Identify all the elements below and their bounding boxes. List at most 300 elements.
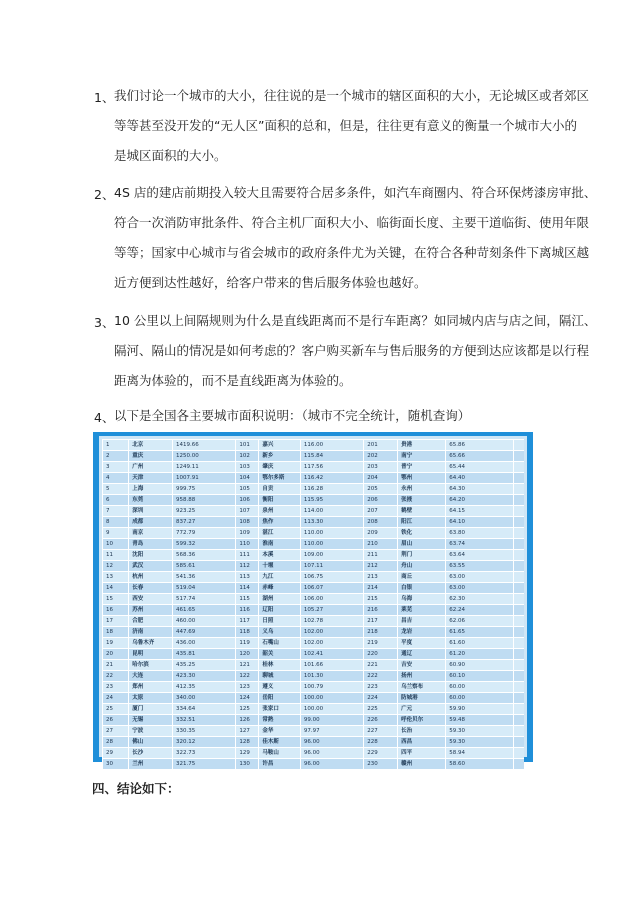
area-cell: 114.00 xyxy=(300,506,363,516)
table-row xyxy=(102,736,524,747)
city-cell: 遵义 xyxy=(258,682,300,692)
city-cell: 张家口 xyxy=(258,704,300,714)
area-cell: 60.10 xyxy=(445,671,513,681)
rank-cell: 222 xyxy=(363,671,397,681)
rank-cell: 122 xyxy=(235,671,258,681)
area-cell: 60.00 xyxy=(445,693,513,703)
rank-cell: 101 xyxy=(235,440,258,450)
table-row xyxy=(102,571,524,582)
rank-cell: 5 xyxy=(102,484,128,494)
area-cell: 461.65 xyxy=(172,605,235,615)
area-cell: 60.00 xyxy=(445,682,513,692)
rank-cell: 218 xyxy=(363,627,397,637)
table-row xyxy=(102,648,524,659)
area-cell: 64.15 xyxy=(445,506,513,516)
city-cell: 北京 xyxy=(128,440,172,450)
area-cell: 64.20 xyxy=(445,495,513,505)
city-cell: 西昌 xyxy=(397,737,445,747)
rank-cell: 226 xyxy=(363,715,397,725)
table-row xyxy=(102,637,524,648)
rank-cell: 2 xyxy=(102,451,128,461)
area-cell: 958.88 xyxy=(172,495,235,505)
area-cell: 1250.00 xyxy=(172,451,235,461)
area-cell: 63.74 xyxy=(445,539,513,549)
table-row xyxy=(102,505,524,516)
rank-cell: 105 xyxy=(235,484,258,494)
city-cell: 赣州 xyxy=(397,759,445,769)
area-cell: 61.60 xyxy=(445,638,513,648)
city-cell: 贵港 xyxy=(397,440,445,450)
city-cell: 乌兰察布 xyxy=(397,682,445,692)
paragraph-line: 距离为体验的，而不是直线距离为体验的。 xyxy=(114,373,352,388)
rank-cell: 7 xyxy=(102,506,128,516)
city-cell: 长沙 xyxy=(128,748,172,758)
area-cell: 1249.11 xyxy=(172,462,235,472)
area-cell: 63.00 xyxy=(445,572,513,582)
area-cell: 63.00 xyxy=(445,583,513,593)
table-edge xyxy=(513,726,524,736)
area-cell: 1007.91 xyxy=(172,473,235,483)
table-edge xyxy=(513,704,524,714)
table-row xyxy=(102,494,524,505)
table-row xyxy=(102,538,524,549)
city-cell: 合肥 xyxy=(128,616,172,626)
rank-cell: 119 xyxy=(235,638,258,648)
rank-cell: 220 xyxy=(363,649,397,659)
item-number: 3、 xyxy=(94,315,115,330)
city-cell: 鄂尔多斯 xyxy=(258,473,300,483)
city-cell: 赤峰 xyxy=(258,583,300,593)
rank-cell: 228 xyxy=(363,737,397,747)
city-cell: 湖州 xyxy=(258,594,300,604)
city-cell: 长治 xyxy=(397,726,445,736)
table-row xyxy=(102,725,524,736)
area-cell: 96.00 xyxy=(300,737,363,747)
table-edge xyxy=(513,484,524,494)
table-edge xyxy=(513,649,524,659)
table-row xyxy=(102,659,524,670)
rank-cell: 24 xyxy=(102,693,128,703)
rank-cell: 219 xyxy=(363,638,397,648)
table-edge xyxy=(513,506,524,516)
table-edge xyxy=(513,737,524,747)
paragraph-line: 隔河、隔山的情况是如何考虑的？客户购买新车与售后服务的方便到达应该都是以行程 xyxy=(114,343,590,358)
rank-cell: 4 xyxy=(102,473,128,483)
city-cell: 金华 xyxy=(258,726,300,736)
area-cell: 322.73 xyxy=(172,748,235,758)
city-cell: 兰州 xyxy=(128,759,172,769)
rank-cell: 12 xyxy=(102,561,128,571)
rank-cell: 3 xyxy=(102,462,128,472)
table-edge xyxy=(513,682,524,692)
table-row xyxy=(102,560,524,571)
area-cell: 115.84 xyxy=(300,451,363,461)
area-cell: 115.95 xyxy=(300,495,363,505)
rank-cell: 15 xyxy=(102,594,128,604)
city-cell: 舟山 xyxy=(397,561,445,571)
area-cell: 64.10 xyxy=(445,517,513,527)
city-cell: 淮南 xyxy=(258,539,300,549)
rank-cell: 210 xyxy=(363,539,397,549)
table-edge xyxy=(513,440,524,450)
table-row xyxy=(102,670,524,681)
table-edge xyxy=(513,473,524,483)
rank-cell: 201 xyxy=(363,440,397,450)
rank-cell: 14 xyxy=(102,583,128,593)
rank-cell: 202 xyxy=(363,451,397,461)
rank-cell: 208 xyxy=(363,517,397,527)
area-cell: 62.30 xyxy=(445,594,513,604)
area-cell: 100.00 xyxy=(300,704,363,714)
area-cell: 59.90 xyxy=(445,704,513,714)
table-edge xyxy=(513,583,524,593)
area-cell: 447.69 xyxy=(172,627,235,637)
city-cell: 眉山 xyxy=(397,539,445,549)
area-cell: 519.04 xyxy=(172,583,235,593)
rank-cell: 121 xyxy=(235,660,258,670)
city-cell: 九江 xyxy=(258,572,300,582)
city-cell: 鄂州 xyxy=(397,473,445,483)
paragraph-line: 以下是全国各主要城市面积说明：（城市不完全统计，随机查询） xyxy=(114,408,471,423)
table-edge xyxy=(513,495,524,505)
rank-cell: 129 xyxy=(235,748,258,758)
city-cell: 聊城 xyxy=(258,671,300,681)
rank-cell: 19 xyxy=(102,638,128,648)
city-cell: 永州 xyxy=(397,484,445,494)
area-cell: 772.79 xyxy=(172,528,235,538)
area-cell: 60.90 xyxy=(445,660,513,670)
city-cell: 张掖 xyxy=(397,495,445,505)
area-cell: 65.86 xyxy=(445,440,513,450)
paragraph-line: 等等甚至没开发的“无人区”面积的总和，但是，往往更有意义的衡量一个城市大小的 xyxy=(114,118,577,133)
city-cell: 杭州 xyxy=(128,572,172,582)
paragraph-line: 符合一次消防审批条件、符合主机厂面积大小、临街面长度、主要干道临街、使用年限 xyxy=(114,215,590,230)
city-cell: 广州 xyxy=(128,462,172,472)
area-cell: 101.30 xyxy=(300,671,363,681)
table-row xyxy=(102,450,524,461)
area-cell: 102.00 xyxy=(300,627,363,637)
city-cell: 重庆 xyxy=(128,451,172,461)
area-cell: 110.00 xyxy=(300,539,363,549)
area-cell: 340.00 xyxy=(172,693,235,703)
rank-cell: 126 xyxy=(235,715,258,725)
table-row xyxy=(102,516,524,527)
rank-cell: 114 xyxy=(235,583,258,593)
area-cell: 113.30 xyxy=(300,517,363,527)
area-cell: 102.41 xyxy=(300,649,363,659)
city-cell: 昌吉 xyxy=(397,616,445,626)
city-cell: 四平 xyxy=(397,748,445,758)
rank-cell: 28 xyxy=(102,737,128,747)
rank-cell: 217 xyxy=(363,616,397,626)
paragraph-line: 近方便到达性越好，给客户带来的售后服务体验也越好。 xyxy=(114,275,427,290)
table-edge xyxy=(513,693,524,703)
rank-cell: 224 xyxy=(363,693,397,703)
city-cell: 泉州 xyxy=(258,506,300,516)
area-cell: 59.30 xyxy=(445,737,513,747)
city-cell: 厦门 xyxy=(128,704,172,714)
rank-cell: 203 xyxy=(363,462,397,472)
area-cell: 65.66 xyxy=(445,451,513,461)
area-cell: 541.36 xyxy=(172,572,235,582)
area-cell: 100.79 xyxy=(300,682,363,692)
city-area-table-image xyxy=(93,432,533,767)
table-edge xyxy=(513,550,524,560)
area-cell: 62.24 xyxy=(445,605,513,615)
rank-cell: 205 xyxy=(363,484,397,494)
table-row xyxy=(102,549,524,560)
city-cell: 荆门 xyxy=(397,550,445,560)
rank-cell: 9 xyxy=(102,528,128,538)
area-cell: 423.30 xyxy=(172,671,235,681)
area-cell: 107.11 xyxy=(300,561,363,571)
area-cell: 61.65 xyxy=(445,627,513,637)
city-cell: 乌海 xyxy=(397,594,445,604)
table-row xyxy=(102,439,524,450)
table-row xyxy=(102,604,524,615)
area-cell: 63.55 xyxy=(445,561,513,571)
table-edge xyxy=(513,572,524,582)
area-cell: 63.64 xyxy=(445,550,513,560)
rank-cell: 207 xyxy=(363,506,397,516)
area-cell: 65.44 xyxy=(445,462,513,472)
table-edge xyxy=(513,627,524,637)
rank-cell: 212 xyxy=(363,561,397,571)
rank-cell: 209 xyxy=(363,528,397,538)
rank-cell: 124 xyxy=(235,693,258,703)
table-row xyxy=(102,483,524,494)
rank-cell: 213 xyxy=(363,572,397,582)
rank-cell: 6 xyxy=(102,495,128,505)
paragraph-line: 4S 店的建店前期投入较大且需要符合居多条件，如汽车商圈内、符合环保烤漆房审批、 xyxy=(114,185,597,200)
area-cell: 116.42 xyxy=(300,473,363,483)
area-cell: 599.32 xyxy=(172,539,235,549)
paragraph-line: 是城区面积的大小。 xyxy=(114,148,227,163)
city-cell: 佛山 xyxy=(128,737,172,747)
rank-cell: 18 xyxy=(102,627,128,637)
area-cell: 109.00 xyxy=(300,550,363,560)
rank-cell: 107 xyxy=(235,506,258,516)
area-cell: 97.97 xyxy=(300,726,363,736)
city-cell: 新乡 xyxy=(258,451,300,461)
table-edge xyxy=(513,638,524,648)
city-cell: 嘉兴 xyxy=(258,440,300,450)
area-cell: 436.00 xyxy=(172,638,235,648)
area-cell: 58.94 xyxy=(445,748,513,758)
conclusion-heading: 四、结论如下： xyxy=(92,781,180,796)
area-cell: 320.12 xyxy=(172,737,235,747)
city-cell: 通辽 xyxy=(397,649,445,659)
area-cell: 321.75 xyxy=(172,759,235,769)
table-edge xyxy=(513,451,524,461)
city-cell: 铁化 xyxy=(397,528,445,538)
area-cell: 999.75 xyxy=(172,484,235,494)
area-cell: 435.25 xyxy=(172,660,235,670)
area-cell: 62.06 xyxy=(445,616,513,626)
rank-cell: 22 xyxy=(102,671,128,681)
area-cell: 110.00 xyxy=(300,528,363,538)
rank-cell: 112 xyxy=(235,561,258,571)
item-number: 1、 xyxy=(94,90,115,105)
table-edge xyxy=(513,660,524,670)
table-row xyxy=(102,747,524,758)
city-cell: 许昌 xyxy=(258,759,300,769)
city-cell: 龙岩 xyxy=(397,627,445,637)
city-cell: 辽阳 xyxy=(258,605,300,615)
city-cell: 宁波 xyxy=(128,726,172,736)
paragraph-line: 我们讨论一个城市的大小，往往说的是一个城市的辖区面积的大小，无论城区或者郊区 xyxy=(114,88,590,103)
city-cell: 南宁 xyxy=(397,451,445,461)
table-edge xyxy=(513,594,524,604)
city-cell: 东莞 xyxy=(128,495,172,505)
rank-cell: 214 xyxy=(363,583,397,593)
paragraph-line: 10 公里以上间隔规则为什么是直线距离而不是行车距离？如同城内店与店之间，隔江、 xyxy=(114,313,597,328)
city-cell: 阳江 xyxy=(397,517,445,527)
area-cell: 64.30 xyxy=(445,484,513,494)
area-cell: 106.00 xyxy=(300,594,363,604)
rank-cell: 25 xyxy=(102,704,128,714)
city-cell: 无锡 xyxy=(128,715,172,725)
table-edge xyxy=(513,715,524,725)
city-cell: 石嘴山 xyxy=(258,638,300,648)
item-number: 2、 xyxy=(94,187,115,202)
rank-cell: 216 xyxy=(363,605,397,615)
rank-cell: 221 xyxy=(363,660,397,670)
city-cell: 鹤壁 xyxy=(397,506,445,516)
rank-cell: 30 xyxy=(102,759,128,769)
table-edge xyxy=(513,462,524,472)
rank-cell: 106 xyxy=(235,495,258,505)
rank-cell: 17 xyxy=(102,616,128,626)
rank-cell: 102 xyxy=(235,451,258,461)
area-cell: 412.35 xyxy=(172,682,235,692)
item-number: 4、 xyxy=(94,410,115,425)
rank-cell: 108 xyxy=(235,517,258,527)
rank-cell: 113 xyxy=(235,572,258,582)
city-cell: 义乌 xyxy=(258,627,300,637)
area-cell: 585.61 xyxy=(172,561,235,571)
table-row xyxy=(102,692,524,703)
rank-cell: 103 xyxy=(235,462,258,472)
area-cell: 332.51 xyxy=(172,715,235,725)
rank-cell: 10 xyxy=(102,539,128,549)
city-cell: 焦作 xyxy=(258,517,300,527)
area-cell: 460.00 xyxy=(172,616,235,626)
rank-cell: 204 xyxy=(363,473,397,483)
city-cell: 西安 xyxy=(128,594,172,604)
city-cell: 沈阳 xyxy=(128,550,172,560)
area-cell: 1419.66 xyxy=(172,440,235,450)
city-cell: 莱芜 xyxy=(397,605,445,615)
city-cell: 湛江 xyxy=(258,528,300,538)
rank-cell: 130 xyxy=(235,759,258,769)
city-cell: 青岛 xyxy=(128,539,172,549)
area-cell: 517.74 xyxy=(172,594,235,604)
city-cell: 郑州 xyxy=(128,682,172,692)
table-edge xyxy=(513,528,524,538)
city-cell: 马鞍山 xyxy=(258,748,300,758)
table-edge xyxy=(513,748,524,758)
city-cell: 呼伦贝尔 xyxy=(397,715,445,725)
area-cell: 96.00 xyxy=(300,759,363,769)
rank-cell: 211 xyxy=(363,550,397,560)
table-row xyxy=(102,703,524,714)
area-cell: 59.30 xyxy=(445,726,513,736)
area-cell: 435.81 xyxy=(172,649,235,659)
city-cell: 常熟 xyxy=(258,715,300,725)
city-cell: 衡阳 xyxy=(258,495,300,505)
city-cell: 本溪 xyxy=(258,550,300,560)
city-cell: 岳阳 xyxy=(258,693,300,703)
rank-cell: 1 xyxy=(102,440,128,450)
rank-cell: 11 xyxy=(102,550,128,560)
city-cell: 扬州 xyxy=(397,671,445,681)
rank-cell: 21 xyxy=(102,660,128,670)
table-row xyxy=(102,681,524,692)
rank-cell: 115 xyxy=(235,594,258,604)
area-cell: 100.00 xyxy=(300,693,363,703)
area-cell: 106.75 xyxy=(300,572,363,582)
city-cell: 上海 xyxy=(128,484,172,494)
area-cell: 106.07 xyxy=(300,583,363,593)
rank-cell: 104 xyxy=(235,473,258,483)
rank-cell: 29 xyxy=(102,748,128,758)
city-cell: 自贡 xyxy=(258,484,300,494)
city-cell: 防城港 xyxy=(397,693,445,703)
table-edge xyxy=(513,671,524,681)
area-cell: 116.28 xyxy=(300,484,363,494)
area-cell: 58.60 xyxy=(445,759,513,769)
rank-cell: 125 xyxy=(235,704,258,714)
table-row xyxy=(102,626,524,637)
rank-cell: 117 xyxy=(235,616,258,626)
rank-cell: 26 xyxy=(102,715,128,725)
table-edge xyxy=(513,517,524,527)
city-cell: 武汉 xyxy=(128,561,172,571)
area-cell: 568.36 xyxy=(172,550,235,560)
rank-cell: 23 xyxy=(102,682,128,692)
rank-cell: 111 xyxy=(235,550,258,560)
city-cell: 韶关 xyxy=(258,649,300,659)
table-edge xyxy=(513,605,524,615)
area-cell: 116.00 xyxy=(300,440,363,450)
rank-cell: 215 xyxy=(363,594,397,604)
rank-cell: 110 xyxy=(235,539,258,549)
city-cell: 成都 xyxy=(128,517,172,527)
city-cell: 长春 xyxy=(128,583,172,593)
rank-cell: 118 xyxy=(235,627,258,637)
rank-cell: 230 xyxy=(363,759,397,769)
table-body xyxy=(102,439,524,769)
rank-cell: 27 xyxy=(102,726,128,736)
table-edge xyxy=(513,539,524,549)
city-cell: 大连 xyxy=(128,671,172,681)
area-cell: 63.80 xyxy=(445,528,513,538)
city-cell: 肇庆 xyxy=(258,462,300,472)
area-cell: 102.78 xyxy=(300,616,363,626)
area-cell: 102.00 xyxy=(300,638,363,648)
city-cell: 白银 xyxy=(397,583,445,593)
rank-cell: 225 xyxy=(363,704,397,714)
area-cell: 101.66 xyxy=(300,660,363,670)
city-cell: 哈尔滨 xyxy=(128,660,172,670)
area-cell: 334.64 xyxy=(172,704,235,714)
paragraph-line: 等等；国家中心城市与省会城市的政府条件尤为关键，在符合各种苛刻条件下离城区越 xyxy=(114,245,590,260)
area-cell: 64.40 xyxy=(445,473,513,483)
city-cell: 桂林 xyxy=(258,660,300,670)
city-cell: 日照 xyxy=(258,616,300,626)
city-cell: 佳木斯 xyxy=(258,737,300,747)
